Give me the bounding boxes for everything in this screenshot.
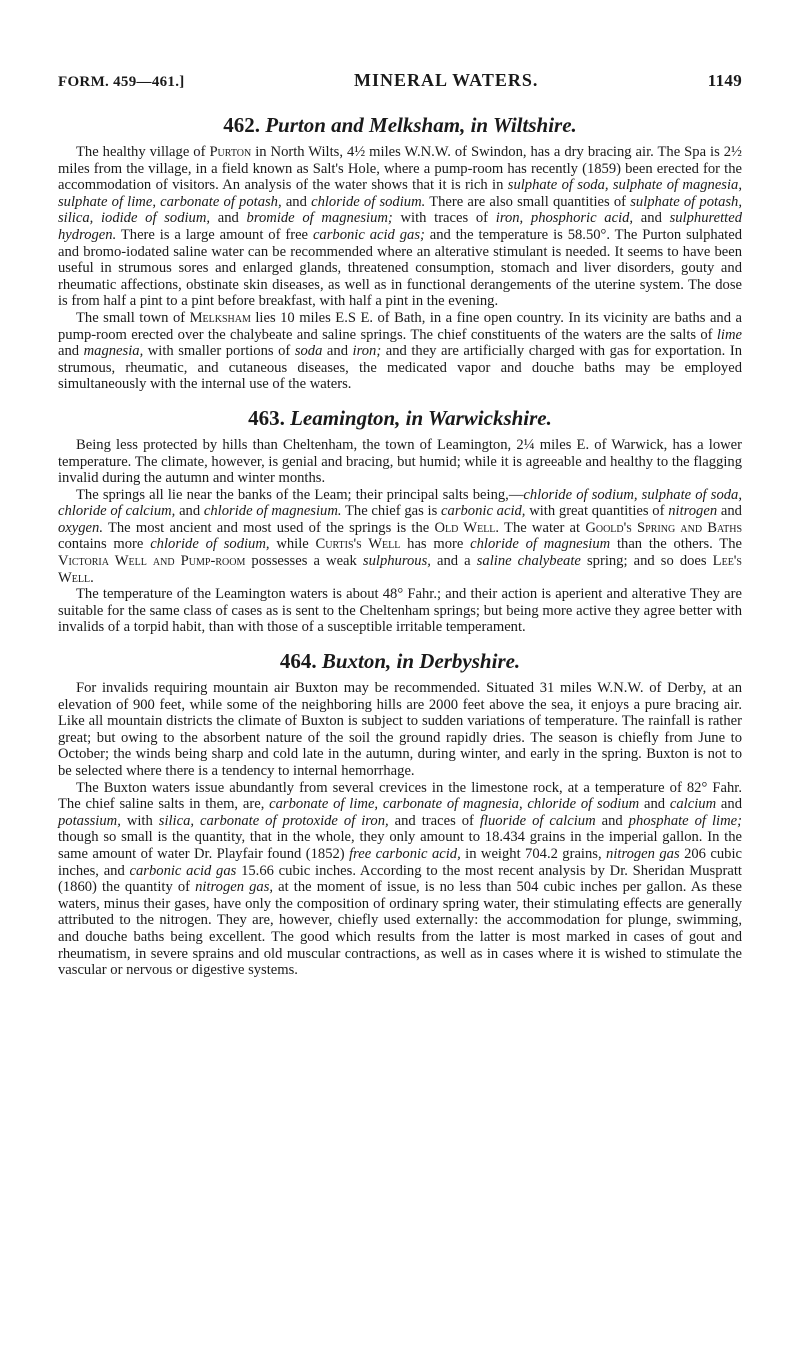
section-number: 462. <box>223 113 260 137</box>
section-heading <box>58 112 742 138</box>
section-title: Purton and Melksham, in Wiltshire. <box>265 113 577 137</box>
section-title: Buxton, in Derbyshire. <box>321 649 521 674</box>
paragraph: The healthy village of Purton in North Wilts, 4½ miles W.N.W. of Swindon, has a dry bracing air. The Spa is 2½ miles from the village, in a field known as Salt's Hole, where a pump-room has recently (1859) been erected for the accommodation of visitors. An analysis of the water shows that it is rich in sulphate of soda, sulphate of magnesia, sulphate of lime, carbonate of potash, and chloride of sodium. There are also small quantities of sulphate of potash, silica, iodide of sodium, and bromide of magnesium; with traces of iron, phosphoric acid, and sulphuretted hydrogen. There is a large amount of free carbonic acid gas; and the temperature is 58.50°. The Purton sulphated and bromo-iodated saline water can be recommended where an alterative stimulant is needed. It seems to have been useful in strumous sores and enlarged glands, threatened consumption, stomach and liver disorders, gouty and rheumatic affections, obstinate skin diseases, as well as in functional derangements of the uterine system. The dose is from half a pint to a pint before breakfast, with half a pint in the evening. <box>58 144 742 310</box>
section-463 <box>58 405 742 636</box>
paragraph: The small town of Melksham lies 10 miles E.S E. of Bath, in a fine open country. In its vicinity are baths and a pump-room erected over the chalybeate and saline springs. The chief constituents of the waters are the salts of lime and magnesia, with smaller portions of soda and iron; and they are artificially charged with gas for exportation. In strumous, rheumatic, and cutaneous diseases, the medicated vapor and douche baths may be employed simultaneously with the internal use of the waters. <box>58 309 742 393</box>
paragraph: The temperature of the Leamington waters is about 48° Fahr.; and their action is aperient and alterative They are suitable for the same class of cases as is sent to the Cheltenham springs; but being more active they agree better with invalids of a torpid habit, than with those of a susceptible irritable temperament. <box>58 586 742 636</box>
section-464 <box>58 648 742 979</box>
page-body <box>58 112 742 991</box>
section-number: 463. <box>248 405 285 430</box>
section-462 <box>58 112 742 393</box>
running-title: MINERAL WATERS. <box>353 70 539 90</box>
running-head <box>58 70 742 91</box>
paragraph: For invalids requiring mountain air Buxton may be recommended. Situated 31 miles W.N.W. of Derby, at an elevation of 900 feet, while some of the neighboring hills are 2000 feet above the sea, it enjoys a pure bracing air. Like all mountain districts the climate of Buxton is subject to sudden variations of temperature. The rainfall is rather great; but owing to the absorbent nature of the soil the ground rapidly dries. The season is chiefly from June to October; the winds being sharp and cold late in the autumn, during winter, and early in the spring. Buxton is not to be selected where there is a tendency to internal hemorrhage. <box>58 680 742 779</box>
section-title: Leamington, in Warwickshire. <box>290 405 552 430</box>
form-range: FORM. 459—461.] <box>58 74 185 90</box>
section-heading <box>58 405 742 431</box>
paragraph: Being less protected by hills than Cheltenham, the town of Leamington, 2¼ miles E. of Warwick, has a lower temperature. The climate, however, is genial and bracing, but humid; while it is agreeable and healthy to the flagging invalid during the autumn and winter months. <box>58 436 742 487</box>
page-number: 1149 <box>707 71 742 90</box>
section-number: 464. <box>279 649 317 674</box>
paragraph: The Buxton waters issue abundantly from several crevices in the limestone rock, at a temperature of 82° Fahr. The chief saline salts in them, are, carbonate of lime, carbonate of magnesia, chloride of sodium and calcium and potassium, with silica, carbonate of protoxide of iron, and traces of fluoride of calcium and phosphate of lime; though so small is the quantity, that in the whole, they only amount to 18.434 grains in the imperial gallon. In the same amount of water Dr. Playfair found (1852) free carbonic acid, in weight 704.2 grains, nitrogen gas 206 cubic inches, and carbonic acid gas 15.66 cubic inches. According to the most recent analysis by Dr. Sheridan Muspratt (1860) the quantity of nitrogen gas, at the moment of issue, is no less than 504 cubic inches per gallon. As these waters, minus their gases, have only the composition of ordinary spring water, their stimulating effects are generally attributed to the nitrogen. They are, however, chiefly used externally: the accommodation for plunge, swimming, and douche baths being excellent. The good which results from the latter is most marked in cases of gout and rheumatism, in severe sprains and old muscular contractions, as well as in cases where it is wished to stimulate the vascular or nervous or digestive systems. <box>58 779 743 979</box>
paragraph: The springs all lie near the banks of the Leam; their principal salts being,—chloride of sodium, sulphate of soda, chloride of calcium, and chloride of magnesium. The chief gas is carbonic acid, with great quantities of nitrogen and oxygen. The most ancient and most used of the springs is the Old Well. The water at Goold's Spring and Baths contains more chloride of sodium, while Curtis's Well has more chloride of magnesium than the others. The Victoria Well and Pump-room possesses a weak sulphurous, and a saline chalybeate spring; and so does Lee's Well. <box>58 486 743 586</box>
section-heading <box>58 648 742 674</box>
